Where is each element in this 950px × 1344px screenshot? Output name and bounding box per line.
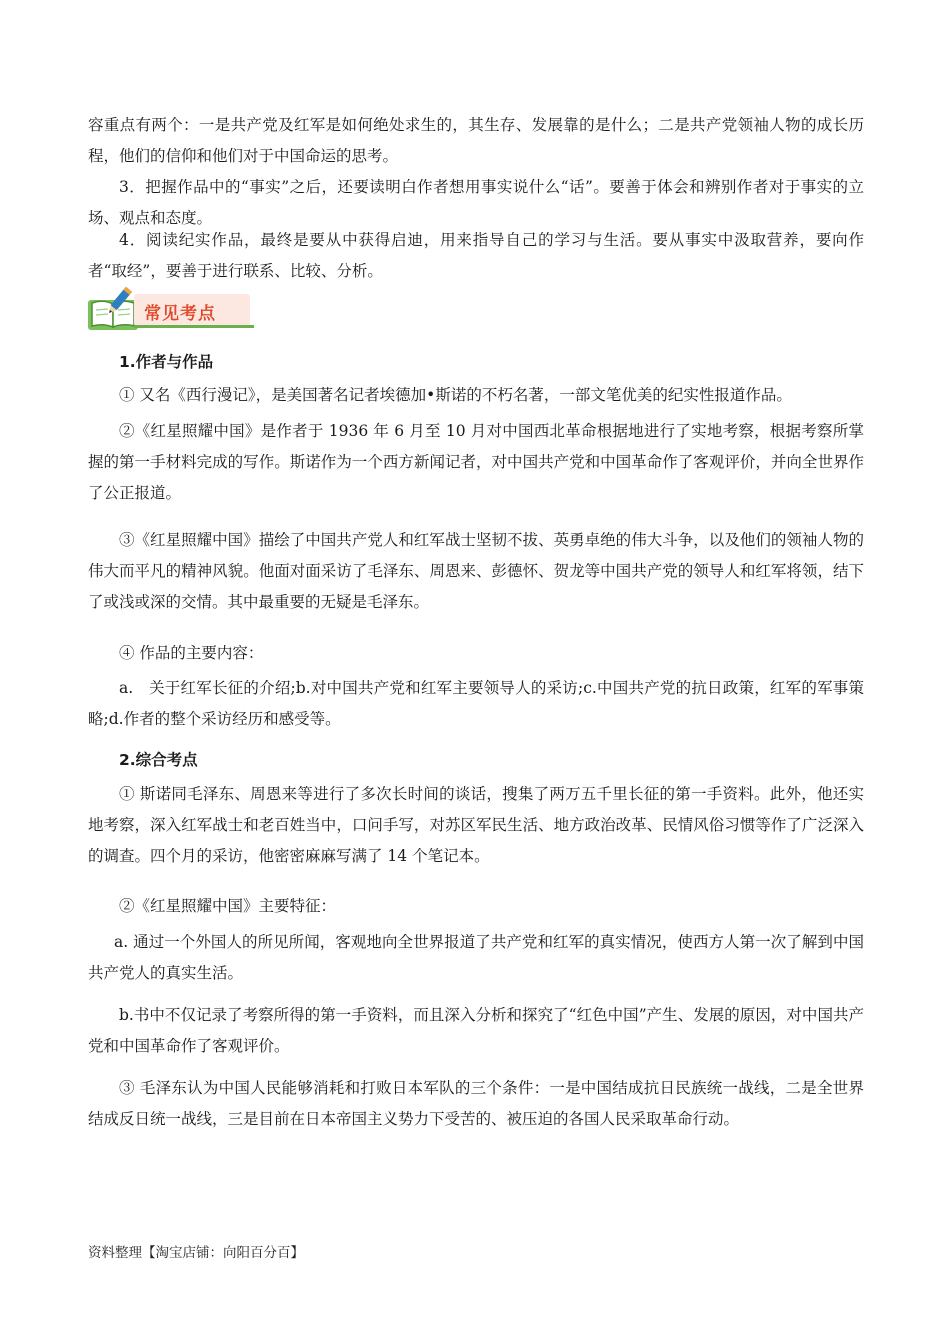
paragraph-2-4: b.书中不仅记录了考察所得的第一手资料，而且深入分析和探究了“红色中国”产生、发展的原因，对中国共产党和中国革命作了客观评价。 — [88, 1006, 864, 1055]
paragraph-1-4: ④ 作品的主要内容： — [119, 644, 264, 662]
paragraph-2-2: ②《红星照耀中国》主要特征： — [119, 897, 337, 915]
paragraph-1-1: ① 又名《西行漫记》，是美国著名记者埃德加•斯诺的不朽名著，一部文笔优美的纪实性报道作品。 — [119, 386, 792, 404]
paragraph-intro-continuation: 容重点有两个：一是共产党及红军是如何绝处求生的，其生存、发展靠的是什么；二是共产党领袖人物的成长历程，他们的信仰和他们对于中国命运的思考。 — [88, 116, 864, 165]
paragraph-2-1: ① 斯诺同毛泽东、周恩来等进行了多次长时间的谈话，搜集了两万五千里长征的第一手资料。此外，他还实地考察，深入红军战士和老百姓当中，口问手写，对苏区军民生活、地方政治改革、民情风俗习惯等作了广泛深入的调查。四个月的采访，他密密麻麻写满了 14 个笔记本。 — [88, 785, 864, 865]
paragraph-point-3: 3．把握作品中的“事实”之后，还要读明白作者想用事实说什么“话”。要善于体会和辨别作者对于事实的立场、观点和态度。 — [88, 178, 864, 227]
paragraph-1-3: ③《红星照耀中国》描绘了中国共产党人和红军战士坚韧不拔、英勇卓绝的伟大斗争，以及他们的领袖人物的伟大而平凡的精神风貌。他面对面采访了毛泽东、周恩来、彭德怀、贺龙等中国共产党的领导人和红军将领，结下了或浅或深的交情。其中最重要的无疑是毛泽东。 — [88, 531, 864, 611]
paragraph-2-5: ③ 毛泽东认为中国人民能够消耗和打败日本军队的三个条件：一是中国结成抗日民族统一战线，二是全世界结成反日统一战线，三是目前在日本帝国主义势力下受苦的、被压迫的各国人民采取革命行动。 — [88, 1079, 864, 1128]
section-tag-label: 常见考点 — [144, 304, 216, 324]
section-badge — [86, 286, 256, 334]
paragraph-2-3: a. 通过一个外国人的所见所闻，客观地向全世界报道了共产党和红军的真实情况，使西方人第一次了解到中国共产党人的真实生活。 — [88, 933, 864, 982]
paragraph-1-5: a. 关于红军长征的介绍;b.对中国共产党和红军主要领导人的采访;c.中国共产党的抗日政策，红军的军事策略;d.作者的整个采访经历和感受等。 — [88, 679, 864, 728]
heading-author-and-work: 1.作者与作品 — [119, 353, 214, 371]
paragraph-1-2: ②《红星照耀中国》是作者于 1936 年 6 月至 10 月对中国西北革命根据地进行了实地考察，根据考察所掌握的第一手材料完成的写作。斯诺作为一个西方新闻记者，对中国共产党和中国革命作了客观评价，并向全世界作了公正报道。 — [88, 422, 864, 502]
footer-source: 资料整理【淘宝店铺：向阳百分百】 — [88, 1245, 304, 1261]
section-tag-underline — [134, 325, 254, 328]
paragraph-point-4: 4．阅读纪实作品，最终是要从中获得启迪，用来指导自己的学习与生活。要从事实中汲取营养，要向作者“取经”，要善于进行联系、比较、分析。 — [88, 231, 864, 280]
heading-comprehensive-points: 2.综合考点 — [119, 751, 198, 769]
